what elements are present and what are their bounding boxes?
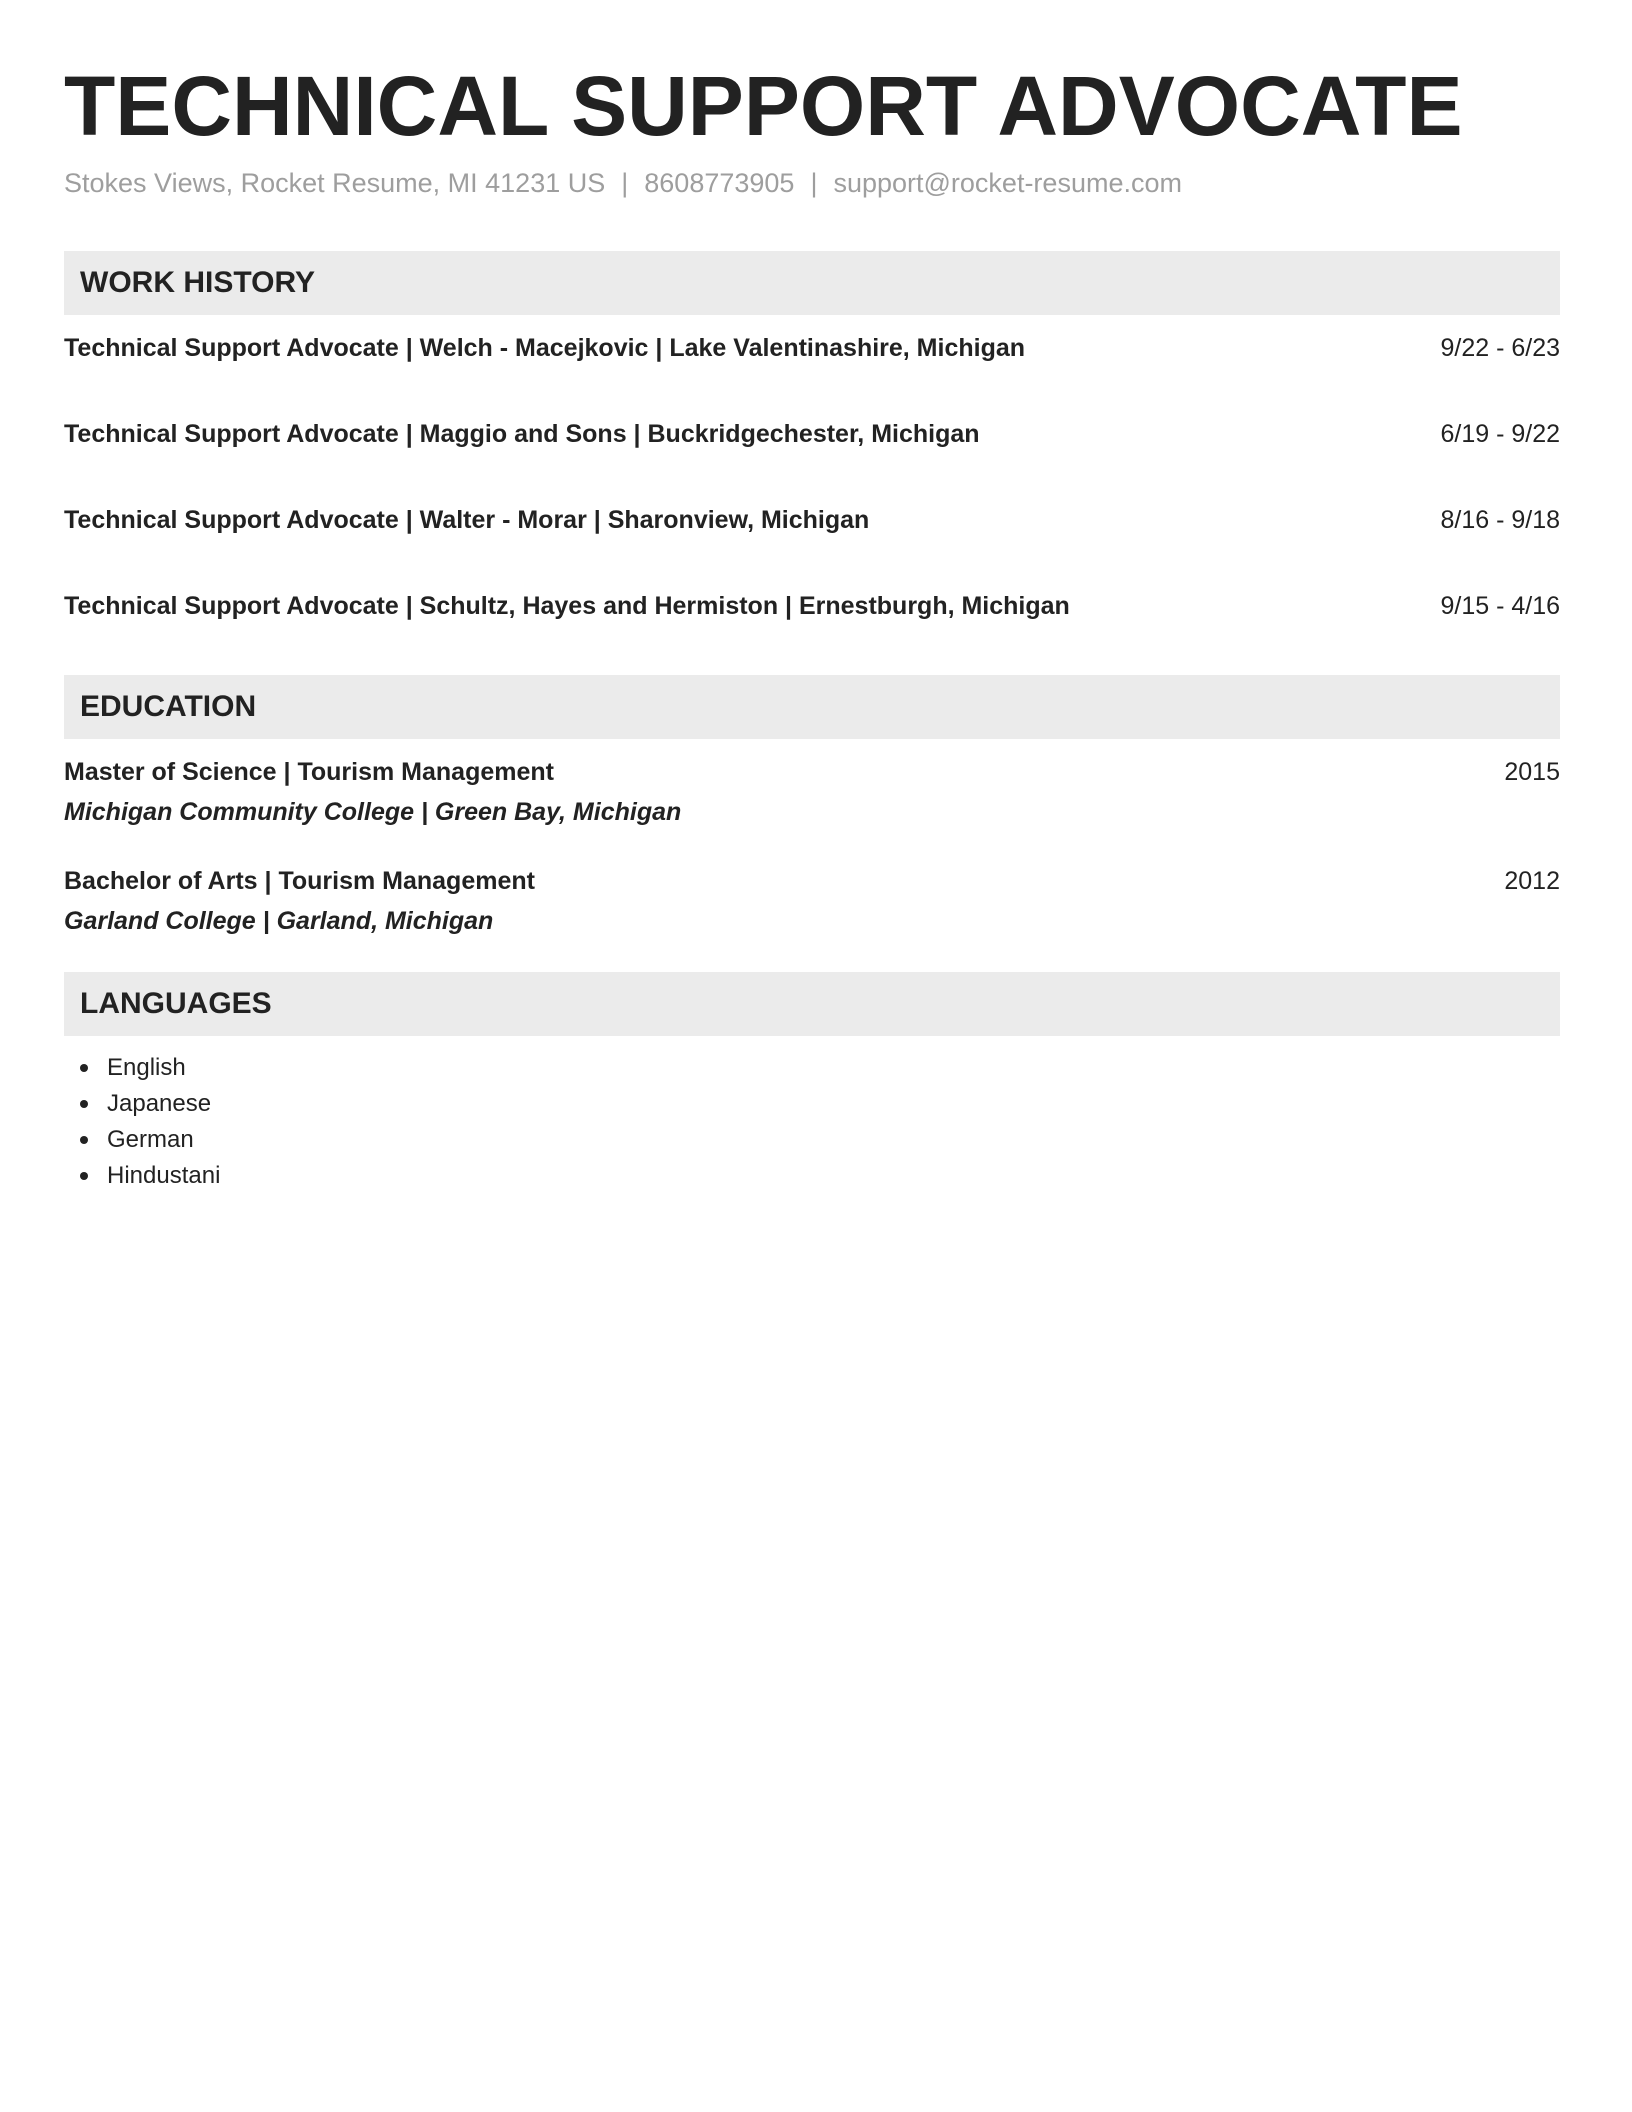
- job-dates: 9/15 - 4/16: [1440, 592, 1560, 620]
- school-line: Michigan Community College | Green Bay, Michigan: [64, 798, 682, 826]
- job-dates: 6/19 - 9/22: [1440, 420, 1560, 448]
- bullet-icon: [80, 1136, 88, 1144]
- list-item: [64, 1122, 220, 1158]
- bullet-icon: [80, 1100, 88, 1108]
- school-line: Garland College | Garland, Michigan: [64, 907, 494, 935]
- language-label: English: [107, 1054, 186, 1081]
- job-title-line: Technical Support Advocate | Maggio and Sons | Buckridgechester, Michigan: [64, 420, 980, 448]
- bullet-icon: [80, 1064, 88, 1072]
- contact-email: support@rocket-resume.com: [833, 168, 1182, 198]
- job-title-line: Technical Support Advocate | Welch - Macejkovic | Lake Valentinashire, Michigan: [64, 334, 1026, 362]
- job-title-line: Technical Support Advocate | Walter - Morar | Sharonview, Michigan: [64, 506, 870, 534]
- education-heading: EDUCATION: [64, 675, 1560, 739]
- language-label: German: [107, 1126, 194, 1153]
- contact-separator: |: [621, 168, 629, 198]
- graduation-year: 2012: [1504, 867, 1560, 895]
- job-dates: 8/16 - 9/18: [1440, 506, 1560, 534]
- contact-address: Stokes Views, Rocket Resume, MI 41231 US: [64, 168, 606, 198]
- graduation-year: 2015: [1504, 758, 1560, 786]
- job-dates: 9/22 - 6/23: [1440, 334, 1560, 362]
- list-item: [64, 1086, 220, 1122]
- contact-phone: 8608773905: [644, 168, 795, 198]
- contact-separator: |: [810, 168, 818, 198]
- list-item: [64, 1158, 220, 1194]
- languages-list: [64, 1050, 220, 1194]
- work-history-heading: WORK HISTORY: [64, 251, 1560, 315]
- job-title-line: Technical Support Advocate | Schultz, Hayes and Hermiston | Ernestburgh, Michigan: [64, 592, 1070, 620]
- candidate-title: TECHNICAL SUPPORT ADVOCATE: [64, 59, 1463, 153]
- degree-line: Master of Science | Tourism Management: [64, 758, 554, 786]
- list-item: [64, 1050, 220, 1086]
- degree-line: Bachelor of Arts | Tourism Management: [64, 867, 535, 895]
- languages-heading: LANGUAGES: [64, 972, 1560, 1036]
- education-entry: [64, 755, 1560, 835]
- education-entry: [64, 864, 1560, 944]
- language-label: Japanese: [107, 1090, 212, 1117]
- bullet-icon: [80, 1172, 88, 1180]
- language-label: Hindustani: [107, 1162, 221, 1189]
- contact-line: [64, 165, 1182, 201]
